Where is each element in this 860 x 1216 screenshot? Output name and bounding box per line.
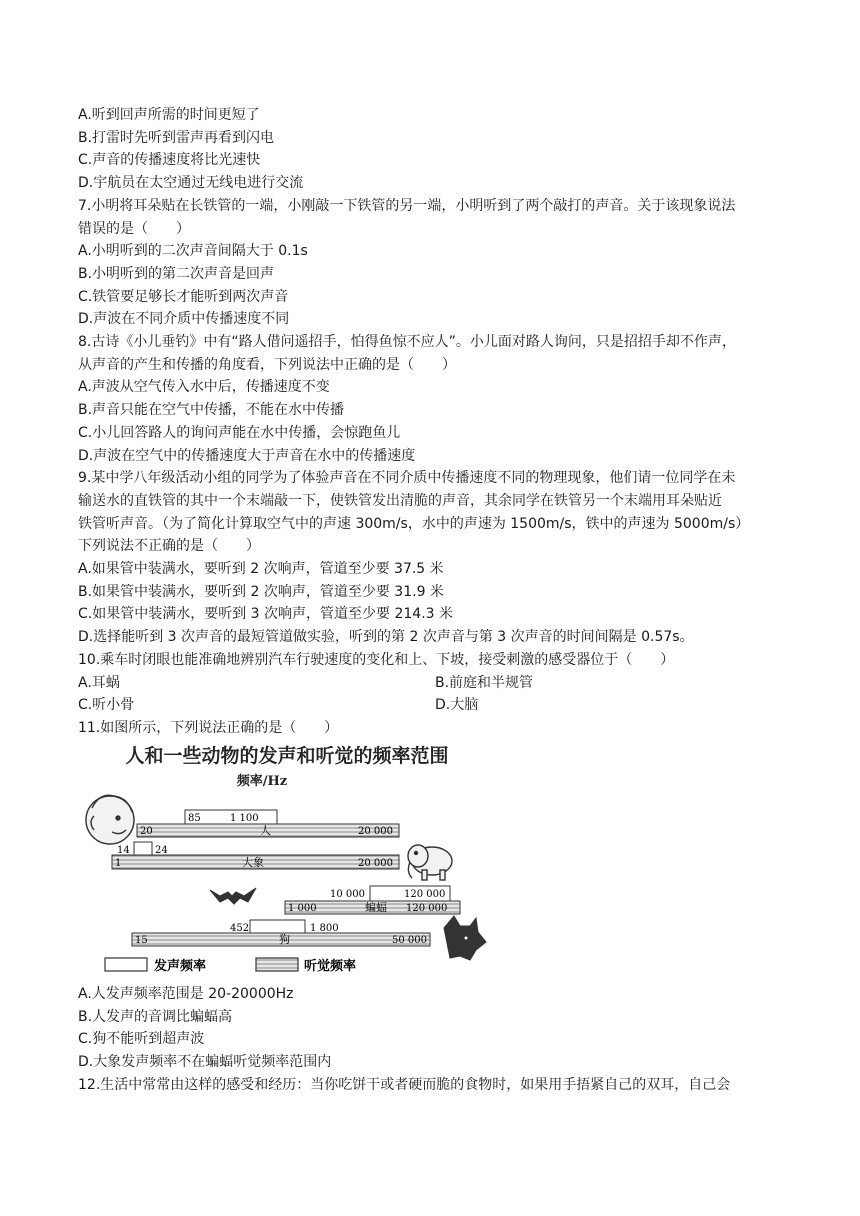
human-hear-high: 20 000 bbox=[358, 826, 393, 837]
bat-icon bbox=[210, 888, 256, 904]
q6-option-d: D.宇航员在太空通过无线电进行交流 bbox=[78, 175, 304, 192]
dog-hear-high: 50 000 bbox=[392, 935, 427, 946]
q7-option-a: A.小明听到的二次声音间隔大于 0.1s bbox=[78, 243, 308, 260]
q10-option-c: C.听小骨 bbox=[78, 697, 135, 714]
q11-option-c: C.狗不能听到超声波 bbox=[78, 1031, 205, 1048]
dog-label: 狗 bbox=[279, 933, 290, 946]
elephant-speaking-bar bbox=[134, 842, 152, 855]
elephant-label: 大象 bbox=[242, 856, 264, 869]
q8-stem-line1: 8.古诗《小儿垂钓》中有“路人借问遥招手，怕得鱼惊不应人”。小儿面对路人询问，只是招招手却不作声， bbox=[78, 334, 736, 350]
q10-option-a: A.耳蜗 bbox=[78, 674, 120, 691]
dog-hear-low: 15 bbox=[135, 935, 148, 946]
q12-stem: 12.生活中常常由这样的感受和经历：当你吃饼干或者硬而脆的食物时，如果用手捂紧自己的双耳，自己会 bbox=[78, 1076, 731, 1093]
q11-stem: 11.如图所示，下列说法正确的是（ ） bbox=[78, 719, 339, 736]
q6-option-c: C.声音的传播速度将比光速快 bbox=[78, 152, 261, 169]
q10-option-d: D.大脑 bbox=[435, 697, 479, 714]
legend-hear-label: 听觉频率 bbox=[304, 959, 357, 974]
frequency-range-figure bbox=[82, 738, 492, 978]
figure-unit: 频率/Hz bbox=[236, 774, 288, 789]
q8-option-b: B.声音只能在空气中传播，不能在水中传播 bbox=[78, 402, 345, 419]
q11-option-b: B.人发声的音调比蝙蝠高 bbox=[78, 1008, 233, 1025]
elephant-speak-high: 24 bbox=[155, 845, 168, 856]
q9-option-b: B.如果管中装满水，要听到 2 次响声，管道至少要 31.9 米 bbox=[78, 583, 444, 600]
bat-row bbox=[210, 886, 460, 914]
q8-option-a: A.声波从空气传入水中后，传播速度不变 bbox=[78, 379, 330, 396]
q9-option-c: C.如果管中装满水，要听到 3 次响声，管道至少要 214.3 米 bbox=[78, 606, 454, 623]
dog-head-icon bbox=[444, 916, 486, 960]
legend-hear-swatch bbox=[256, 958, 298, 971]
human-label: 人 bbox=[260, 824, 271, 837]
human-speak-high: 1 100 bbox=[230, 813, 259, 824]
elephant-hear-high: 20 000 bbox=[358, 858, 393, 869]
legend-speak-label: 发声频率 bbox=[154, 959, 207, 974]
elephant-speak-low: 14 bbox=[117, 845, 130, 856]
elephant-hear-low: 1 bbox=[115, 858, 122, 869]
q9-stem-line1: 9.某中学八年级活动小组的同学为了体验声音在不同介质中传播速度不同的物理现象，他们请一位同学在未 bbox=[78, 470, 736, 487]
bat-speak-low: 10 000 bbox=[330, 889, 365, 900]
bat-label: 蝙蝠 bbox=[365, 901, 387, 914]
q7-option-d: D.声波在不同介质中传播速度不同 bbox=[78, 311, 290, 328]
q7-stem-line1: 7.小明将耳朵贴在长铁管的一端，小刚敲一下铁管的另一端，小明听到了两个敲打的声音。关于该现象说法 bbox=[78, 197, 736, 214]
q11-option-d: D.大象发声频率不在蝙蝠听觉频率范围内 bbox=[78, 1054, 332, 1071]
q10-option-b: B.前庭和半规管 bbox=[435, 674, 534, 691]
figure-title: 人和一些动物的发声和听觉的频率范围 bbox=[125, 745, 449, 767]
q7-option-c: C.铁管要足够长才能听到两次声音 bbox=[78, 288, 289, 305]
human-row bbox=[86, 795, 399, 844]
q10-stem: 10.乘车时闭眼也能准确地辨别汽车行驶速度的变化和上、下坡，接受刺激的感受器位于（ ） bbox=[78, 651, 675, 668]
bat-speak-high: 120 000 bbox=[404, 889, 446, 900]
dog-speak-low: 452 bbox=[230, 923, 250, 934]
q9-option-a: A.如果管中装满水，要听到 2 次响声，管道至少要 37.5 米 bbox=[78, 561, 444, 577]
q9-stem-line2: 输送水的直铁管的其中一个末端敲一下，使铁管发出清脆的声音，其余同学在铁管另一个末端用耳朵贴近 bbox=[78, 492, 722, 509]
q8-stem-line2: 从声音的产生和传播的角度看，下列说法中正确的是（ ） bbox=[78, 356, 456, 373]
bat-hear-low: 1 000 bbox=[288, 903, 317, 914]
elephant-icon bbox=[408, 845, 452, 880]
q9-stem-line3: 铁管听声音。（为了简化计算取空气中的声速 300m/s，水中的声速为 1500m/s，铁中的声速为 5000m/s） bbox=[78, 515, 750, 532]
q7-stem-line2: 错误的是（ ） bbox=[78, 220, 190, 237]
figure-legend bbox=[105, 958, 356, 974]
dog-row bbox=[132, 916, 486, 960]
human-head-icon bbox=[86, 795, 134, 844]
elephant-row bbox=[112, 842, 452, 880]
q7-option-b: B.小明听到的第二次声音是回声 bbox=[78, 265, 275, 282]
q8-option-c: C.小儿回答路人的询问声能在水中传播，会惊跑鱼儿 bbox=[78, 424, 401, 441]
dog-speak-high: 1 800 bbox=[310, 923, 339, 934]
q9-option-d: D.选择能听到 3 次声音的最短管道做实验，听到的第 2 次声音与第 3 次声音的时间间隔是 0.57s。 bbox=[78, 629, 694, 646]
q11-option-a: A.人发声频率范围是 20-20000Hz bbox=[78, 986, 294, 1002]
q8-option-d: D.声波在空气中的传播速度大于声音在水中的传播速度 bbox=[78, 447, 416, 464]
dog-speaking-bar bbox=[250, 920, 305, 933]
q6-option-b: B.打雷时先听到雷声再看到闪电 bbox=[78, 129, 275, 146]
legend-speak-swatch bbox=[105, 958, 147, 971]
q9-stem-line4: 下列说法不正确的是（ ） bbox=[78, 538, 260, 555]
human-hear-low: 20 bbox=[140, 826, 153, 837]
q6-option-a: A.听到回声所需的时间更短了 bbox=[78, 107, 260, 123]
human-speak-low: 85 bbox=[188, 813, 201, 824]
bat-hear-high: 120 000 bbox=[406, 903, 448, 914]
